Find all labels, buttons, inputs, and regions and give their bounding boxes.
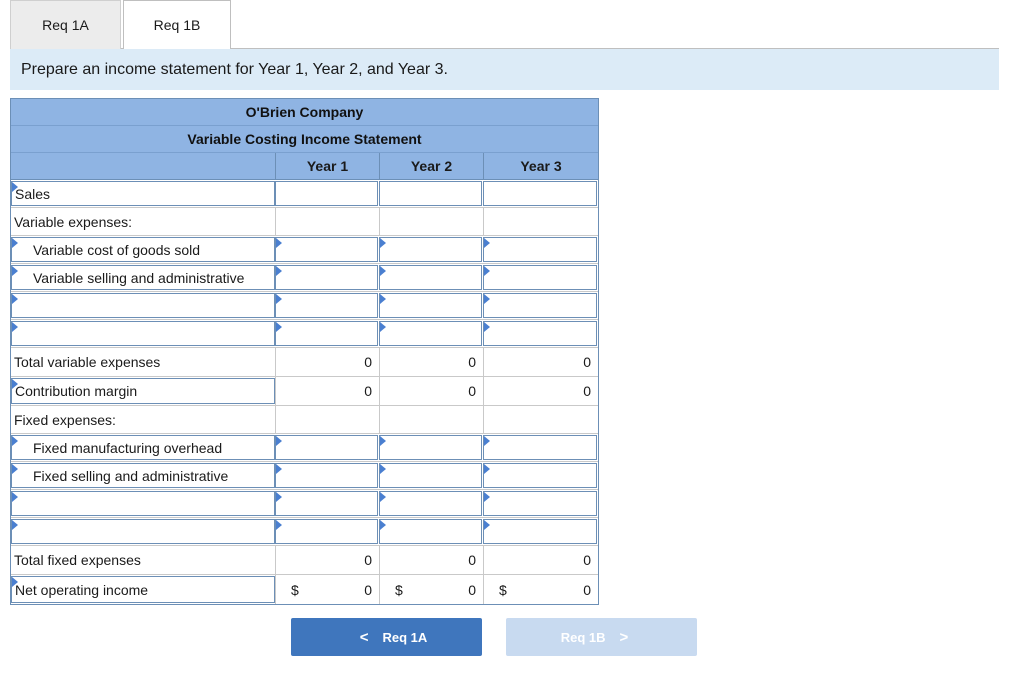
total-fixed-y3: 0 (483, 546, 598, 574)
company-name: O'Brien Company (11, 99, 598, 126)
income-statement-table (10, 98, 599, 605)
statement-title: Variable Costing Income Statement (11, 126, 598, 153)
input-var-sga-y3[interactable] (483, 265, 597, 290)
dropdown-marker-icon (12, 238, 18, 248)
input-fixed-sga-y1[interactable] (275, 463, 378, 488)
contribution-y2: 0 (379, 377, 483, 405)
input-blank-f2-y3[interactable] (483, 519, 597, 544)
currency-symbol: $ (291, 581, 299, 598)
dropdown-marker-icon (484, 238, 490, 248)
input-blank-f2-y1[interactable] (275, 519, 378, 544)
noi-y2: $ 0 (379, 575, 483, 604)
dropdown-marker-icon (484, 294, 490, 304)
input-blank-f1-y2[interactable] (379, 491, 482, 516)
dropdown-marker-icon (380, 520, 386, 530)
dropdown-marker-icon (380, 266, 386, 276)
input-var-cogs-y1[interactable] (275, 237, 378, 262)
dropdown-marker-icon (276, 266, 282, 276)
input-blank-v1-y2[interactable] (379, 293, 482, 318)
label-sales[interactable]: Sales (11, 181, 275, 206)
dropdown-marker-icon (380, 294, 386, 304)
chevron-left-icon: < (359, 628, 369, 646)
row-variable-expenses (11, 208, 598, 236)
input-blank-f1-y3[interactable] (483, 491, 597, 516)
currency-symbol: $ (395, 581, 403, 598)
dropdown-marker-icon (276, 294, 282, 304)
col-year-3: Year 3 (483, 153, 598, 179)
label-total-variable: Total variable expenses (14, 354, 161, 370)
label-contribution-margin[interactable]: Contribution margin (11, 378, 275, 404)
dropdown-marker-icon (12, 266, 18, 276)
input-blank-f1-y1[interactable] (275, 491, 378, 516)
label-fixed-expenses: Fixed expenses: (14, 411, 116, 428)
dropdown-marker-icon (276, 322, 282, 332)
total-fixed-y1: 0 (275, 546, 379, 574)
input-var-cogs-y2[interactable] (379, 237, 482, 262)
label-blank-fixed-2[interactable] (11, 519, 275, 544)
contribution-y1: 0 (275, 377, 379, 405)
dropdown-marker-icon (12, 322, 18, 332)
total-variable-y3: 0 (483, 348, 598, 376)
input-blank-v1-y1[interactable] (275, 293, 378, 318)
row-contribution-margin (11, 377, 598, 406)
row-total-fixed (11, 546, 598, 575)
label-fixed-mfg[interactable]: Fixed manufacturing overhead (11, 435, 275, 460)
row-total-variable (11, 348, 598, 377)
label-net-operating-income[interactable]: Net operating income (11, 576, 275, 603)
dropdown-marker-icon (380, 464, 386, 474)
dropdown-marker-icon (380, 238, 386, 248)
input-fixed-sga-y2[interactable] (379, 463, 482, 488)
dropdown-marker-icon (380, 492, 386, 502)
noi-y3: $ 0 (483, 575, 598, 604)
row-sales (11, 180, 598, 208)
input-blank-f2-y2[interactable] (379, 519, 482, 544)
noi-y1: $ 0 (275, 575, 379, 604)
input-blank-v2-y3[interactable] (483, 321, 597, 346)
input-var-cogs-y3[interactable] (483, 237, 597, 262)
dropdown-marker-icon (12, 464, 18, 474)
next-button-label: Req 1B (560, 629, 606, 645)
currency-symbol: $ (499, 581, 507, 598)
input-blank-v2-y1[interactable] (275, 321, 378, 346)
tab-req-1b[interactable]: Req 1B (123, 0, 231, 50)
header-spacer (11, 153, 275, 179)
input-blank-v2-y2[interactable] (379, 321, 482, 346)
total-fixed-y2: 0 (379, 546, 483, 574)
dropdown-marker-icon (484, 436, 490, 446)
row-fixed-sga (11, 462, 598, 490)
input-fixed-mfg-y2[interactable] (379, 435, 482, 460)
dropdown-marker-icon (12, 294, 18, 304)
input-fixed-sga-y3[interactable] (483, 463, 597, 488)
label-blank-fixed-1[interactable] (11, 491, 275, 516)
dropdown-marker-icon (484, 266, 490, 276)
input-sales-y3[interactable] (483, 181, 597, 206)
dropdown-marker-icon (276, 492, 282, 502)
chevron-right-icon: > (619, 628, 629, 646)
dropdown-marker-icon (380, 322, 386, 332)
input-sales-y1[interactable] (275, 181, 378, 206)
dropdown-marker-icon (276, 520, 282, 530)
dropdown-marker-icon (276, 238, 282, 248)
row-blank-fixed-2 (11, 518, 598, 546)
label-blank-variable-2[interactable] (11, 321, 275, 346)
row-blank-fixed-1 (11, 490, 598, 518)
label-variable-sga[interactable]: Variable selling and administrative (11, 265, 275, 290)
dropdown-marker-icon (12, 492, 18, 502)
dropdown-marker-icon (12, 379, 18, 389)
instruction-text: Prepare an income statement for Year 1, Year 2, and Year 3. (21, 60, 448, 78)
row-fixed-mfg (11, 434, 598, 462)
contribution-y3: 0 (483, 377, 598, 405)
next-req-1b-button[interactable] (506, 618, 697, 656)
prev-req-1a-button[interactable] (291, 618, 482, 656)
input-fixed-mfg-y3[interactable] (483, 435, 597, 460)
prev-button-label: Req 1A (382, 629, 428, 645)
row-variable-cogs (11, 236, 598, 264)
tab-req-1a[interactable]: Req 1A (10, 0, 121, 49)
input-fixed-mfg-y1[interactable] (275, 435, 378, 460)
col-year-1: Year 1 (275, 153, 379, 179)
dropdown-marker-icon (276, 436, 282, 446)
dropdown-marker-icon (484, 322, 490, 332)
dropdown-marker-icon (380, 436, 386, 446)
col-year-2: Year 2 (379, 153, 483, 179)
dropdown-marker-icon (484, 464, 490, 474)
dropdown-marker-icon (484, 520, 490, 530)
input-sales-y2[interactable] (379, 181, 482, 206)
column-header-row (11, 153, 598, 180)
dropdown-marker-icon (12, 436, 18, 446)
dropdown-marker-icon (484, 492, 490, 502)
row-variable-sga (11, 264, 598, 292)
tab-bar (10, 0, 999, 49)
label-total-fixed: Total fixed expenses (14, 552, 141, 568)
dropdown-marker-icon (12, 520, 18, 530)
label-variable-cogs[interactable]: Variable cost of goods sold (11, 237, 275, 262)
label-fixed-sga[interactable]: Fixed selling and administrative (11, 463, 275, 488)
dropdown-marker-icon (12, 577, 18, 587)
row-blank-variable-1 (11, 292, 598, 320)
instruction-banner (10, 49, 999, 90)
row-blank-variable-2 (11, 320, 598, 348)
row-fixed-expenses (11, 406, 598, 434)
dropdown-marker-icon (12, 182, 18, 192)
total-variable-y2: 0 (379, 348, 483, 376)
dropdown-marker-icon (276, 464, 282, 474)
input-blank-v1-y3[interactable] (483, 293, 597, 318)
label-variable-expenses: Variable expenses: (14, 213, 133, 230)
row-net-operating-income (11, 575, 598, 604)
input-var-sga-y2[interactable] (379, 265, 482, 290)
label-blank-variable-1[interactable] (11, 293, 275, 318)
total-variable-y1: 0 (275, 348, 379, 376)
input-var-sga-y1[interactable] (275, 265, 378, 290)
